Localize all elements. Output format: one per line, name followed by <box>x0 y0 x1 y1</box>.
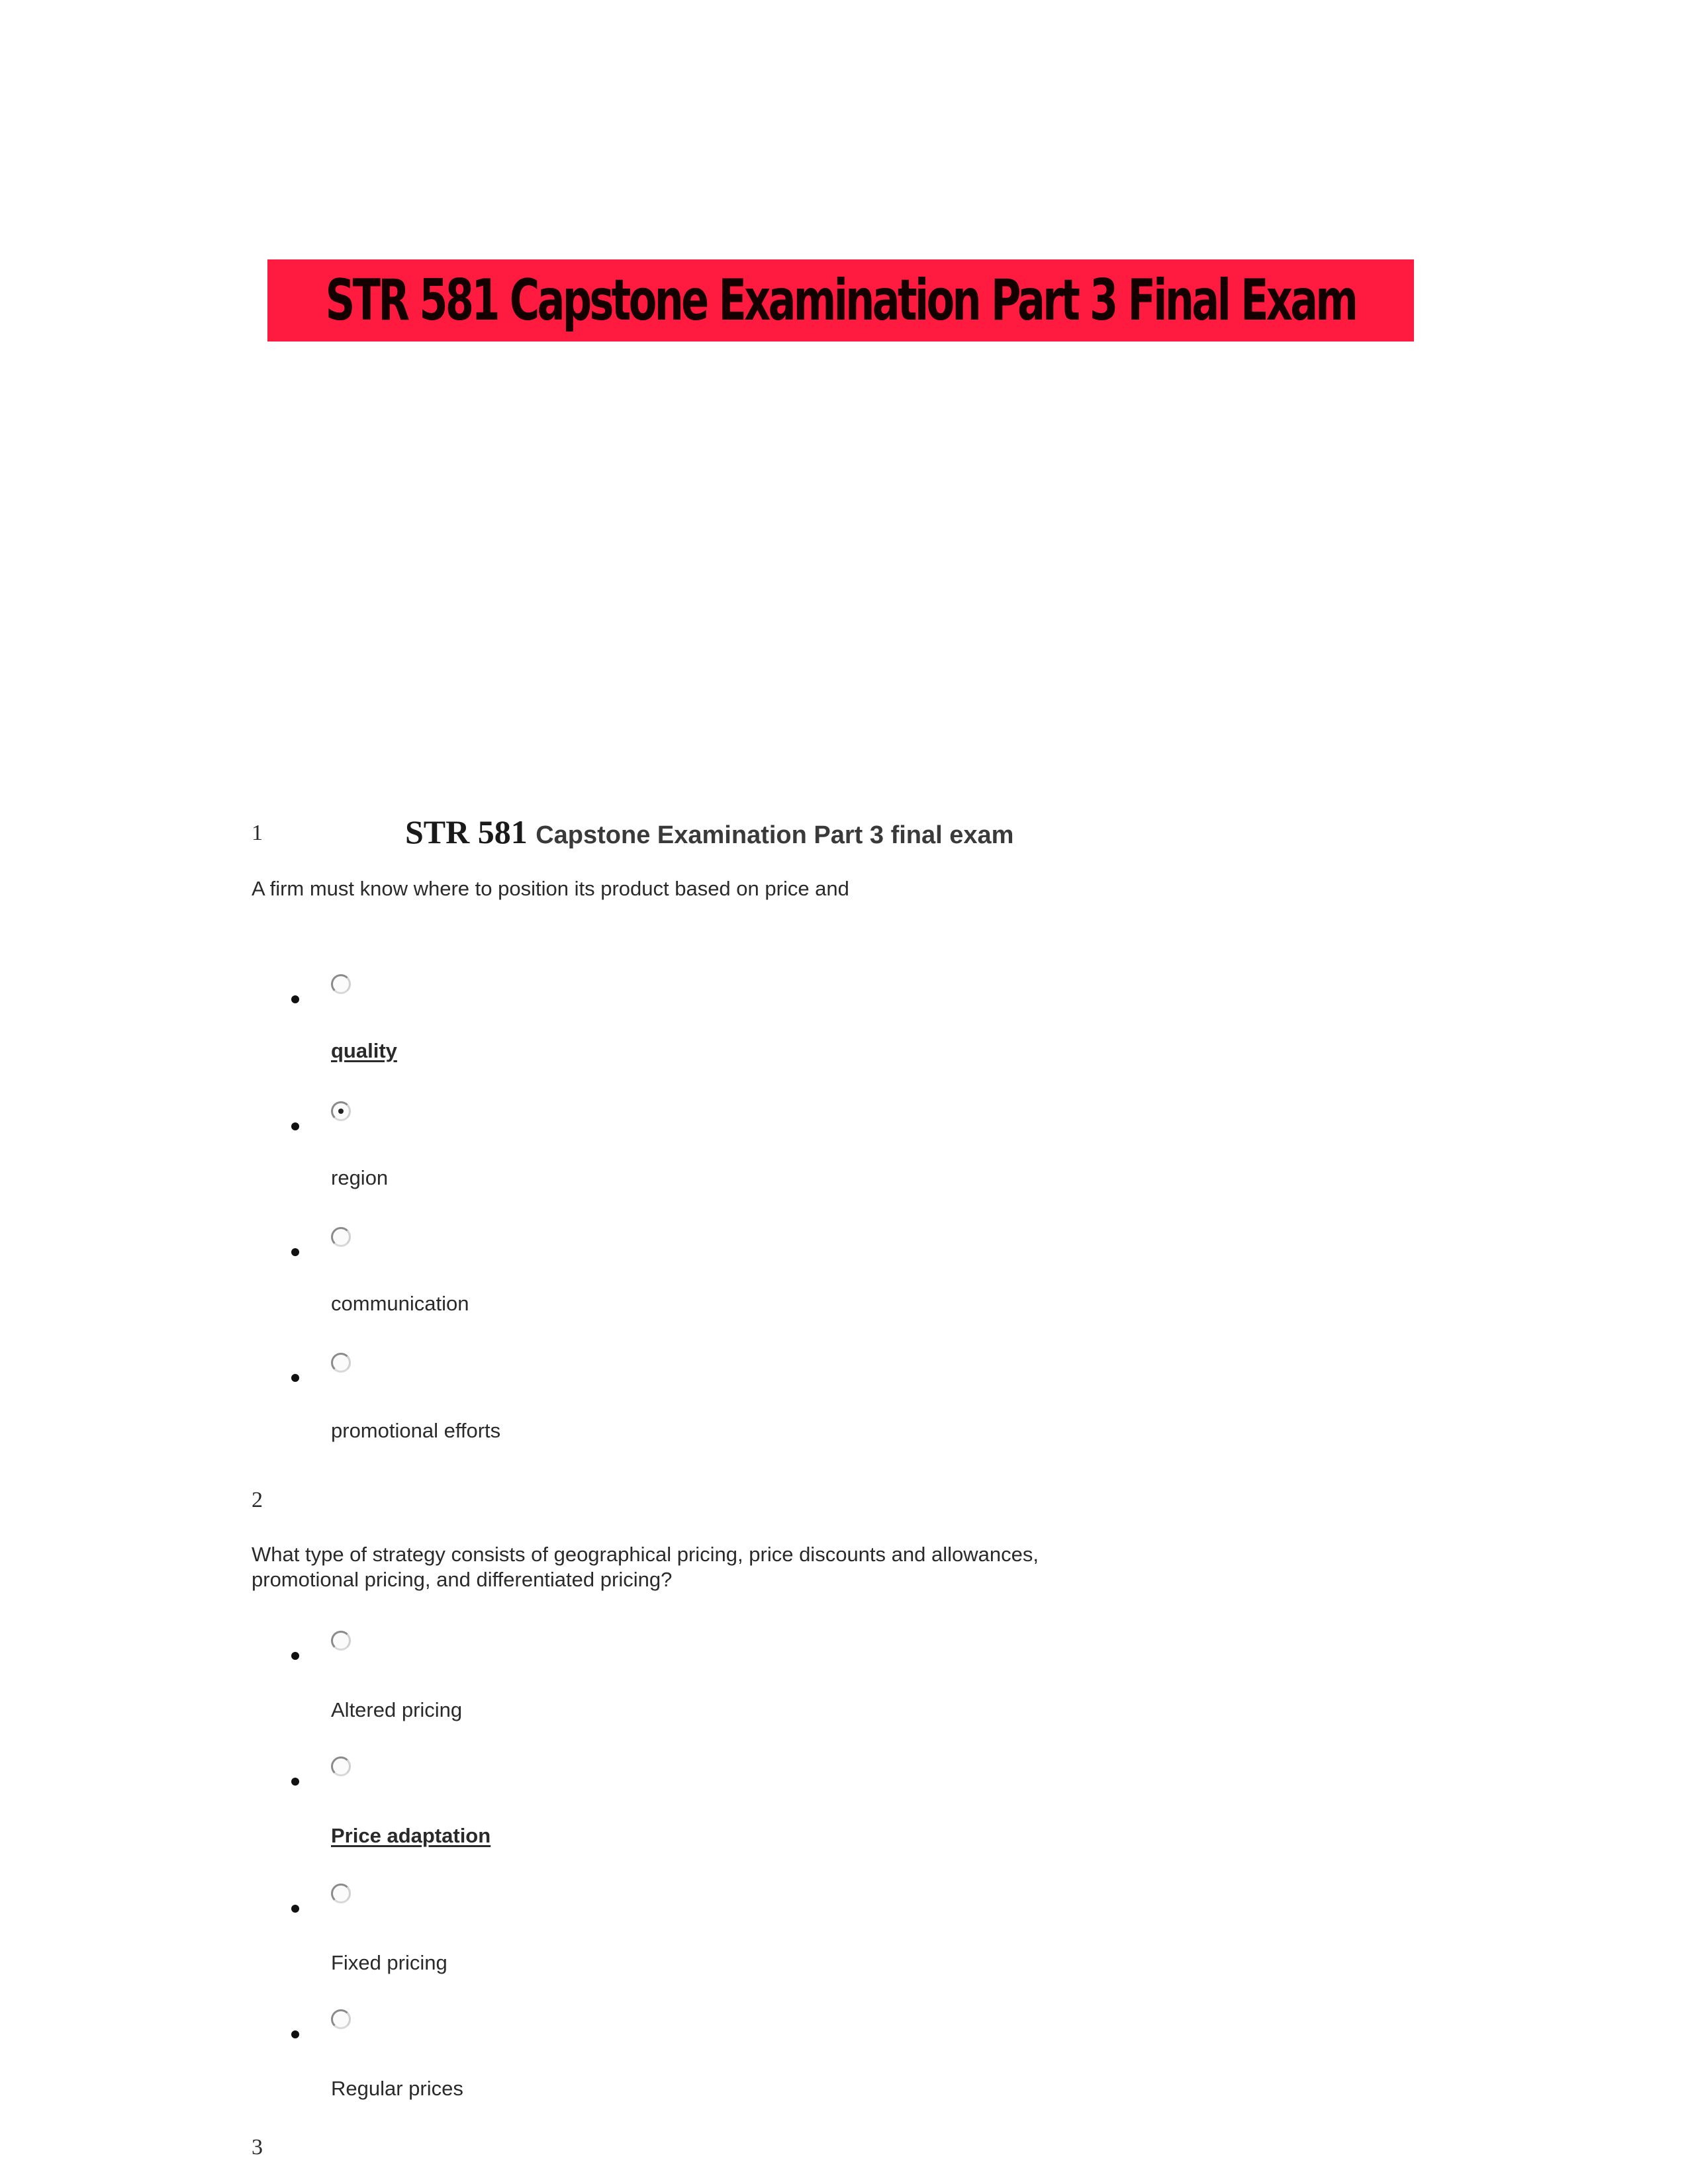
radio-unselected-icon[interactable] <box>331 1631 351 1651</box>
option-label: promotional efforts <box>331 1419 501 1442</box>
document-title-text: Capstone Examination Part 3 final exam <box>536 821 1014 849</box>
bullet-dot-icon <box>291 1778 299 1786</box>
question-number: 1 <box>252 821 263 845</box>
title-banner <box>267 259 1414 341</box>
question-number: 3 <box>252 2135 263 2160</box>
bullet-dot-icon <box>291 995 299 1003</box>
document-title <box>405 815 1013 848</box>
option-label: Price adaptation <box>331 1824 491 1847</box>
option-label: Fixed pricing <box>331 1951 447 1974</box>
question-text-line: What type of strategy consists of geographical pricing, price discounts and allowances, <box>252 1543 1039 1566</box>
bullet-dot-icon <box>291 1248 299 1256</box>
document-title-code: STR 581 <box>405 813 528 850</box>
banner-title: STR 581 Capstone Examination Part 3 Final Exam <box>325 267 1356 334</box>
bullet-dot-icon <box>291 1905 299 1913</box>
option-label: region <box>331 1166 389 1189</box>
question-number: 2 <box>252 1488 263 1512</box>
question-text: A firm must know where to position its product based on price and <box>252 877 849 900</box>
option-label: communication <box>331 1292 469 1315</box>
radio-unselected-icon[interactable] <box>331 1884 351 1903</box>
option-label: Altered pricing <box>331 1698 463 1721</box>
radio-unselected-icon[interactable] <box>331 2009 351 2029</box>
option-label: quality <box>331 1039 397 1062</box>
option-label: Regular prices <box>331 2077 463 2100</box>
bullet-dot-icon <box>291 1652 299 1660</box>
bullet-dot-icon <box>291 1374 299 1382</box>
bullet-dot-icon <box>291 2030 299 2038</box>
radio-unselected-icon[interactable] <box>331 1353 351 1373</box>
bullet-dot-icon <box>291 1122 299 1130</box>
radio-unselected-icon[interactable] <box>331 974 351 994</box>
radio-unselected-icon[interactable] <box>331 1227 351 1247</box>
radio-selected-icon[interactable] <box>331 1101 351 1121</box>
radio-unselected-icon[interactable] <box>331 1756 351 1776</box>
question-text-line: promotional pricing, and differentiated pricing? <box>252 1568 673 1591</box>
